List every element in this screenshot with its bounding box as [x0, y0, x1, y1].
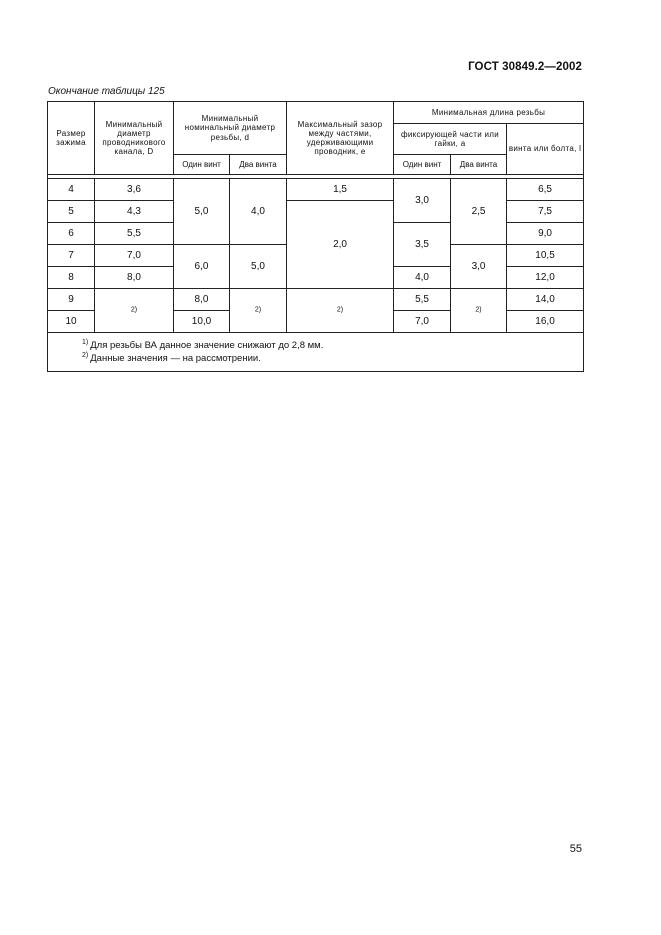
cell-size: 7	[48, 245, 95, 267]
cell-size: 5	[48, 201, 95, 223]
header-gap: Максимальный зазор между частями, удерживающими проводник, e	[287, 102, 394, 175]
header-screw-length: винта или болта, l	[507, 124, 584, 175]
cell-fix-two: 2,5	[451, 179, 507, 245]
cell-fix-two-footnote	[451, 289, 507, 333]
cell-fix-two: 3,0	[451, 245, 507, 289]
header-two-screws: Два винта	[230, 155, 287, 175]
cell-thread-diameter-one: 6,0	[174, 245, 230, 289]
cell-thread-diameter-one: 10,0	[174, 311, 230, 333]
table-caption: Окончание таблицы 125	[48, 86, 165, 97]
cell-fix-one: 4,0	[394, 267, 451, 289]
table-footnotes	[48, 333, 584, 372]
header-channel-diameter: Минимальный диаметр проводникового канала, D	[95, 102, 174, 175]
cell-thread-diameter-one: 8,0	[174, 289, 230, 311]
header-one-screw-a: Один винт	[394, 155, 451, 175]
footnote-2: $^{2)}$ Данные значения — на рассмотрении.	[82, 352, 261, 365]
cell-size: 10	[48, 311, 95, 333]
cell-channel-diameter-footnote	[95, 289, 174, 333]
cell-fix-one: 5,5	[394, 289, 451, 311]
footnote-ref: 2)	[475, 306, 482, 314]
cell-screw-length: 16,0	[507, 311, 584, 333]
footnote-ref: 2)	[130, 306, 138, 314]
cell-channel-diameter: 3,6	[95, 179, 174, 201]
cell-screw-length: 9,0	[507, 223, 584, 245]
cell-channel-diameter: 5,5	[95, 223, 174, 245]
cell-screw-length: 12,0	[507, 267, 584, 289]
header-thread-diameter: Минимальный номинальный диаметр резьбы, d	[174, 102, 287, 155]
cell-thread-diameter-two: 5,0	[230, 245, 287, 289]
cell-fix-one: 3,5	[394, 223, 451, 267]
footnote-1: $^{1)}$ Для резьбы ВА данное значение снижают до 2,8 мм.	[82, 339, 324, 352]
cell-thread-diameter-one: 5,0	[174, 179, 230, 245]
data-table	[47, 101, 584, 372]
cell-size: 6	[48, 223, 95, 245]
cell-gap: 1,5	[287, 179, 394, 201]
header-one-screw: Один винт	[174, 155, 230, 175]
cell-size: 4	[48, 179, 95, 201]
table-row	[48, 179, 584, 201]
cell-channel-diameter: 4,3	[95, 201, 174, 223]
header-size: Размер зажима	[48, 102, 95, 175]
header-fixing-part: фиксирующей части или гайки, a	[394, 124, 507, 155]
cell-size: 8	[48, 267, 95, 289]
cell-gap-footnote	[287, 289, 394, 333]
cell-screw-length: 10,5	[507, 245, 584, 267]
footnote-ref: 2)	[254, 306, 262, 314]
cell-screw-length: 14,0	[507, 289, 584, 311]
cell-thread-diameter-two-footnote	[230, 289, 287, 333]
cell-screw-length: 6,5	[507, 179, 584, 201]
cell-gap: 2,0	[287, 201, 394, 289]
cell-fix-one: 7,0	[394, 311, 451, 333]
standard-code: ГОСТ 30849.2—2002	[468, 61, 582, 73]
cell-channel-diameter: 7,0	[95, 245, 174, 267]
cell-screw-length: 7,5	[507, 201, 584, 223]
header-two-screws-a: Два винта	[451, 155, 507, 175]
cell-fix-one: 3,0	[394, 179, 451, 223]
cell-size: 9	[48, 289, 95, 311]
table-row	[48, 289, 584, 311]
page-number: 55	[569, 843, 582, 855]
cell-thread-diameter-two: 4,0	[230, 179, 287, 245]
footnote-ref: 2)	[336, 306, 344, 314]
cell-channel-diameter: 8,0	[95, 267, 174, 289]
header-thread-length: Минимальная длина резьбы	[394, 102, 584, 124]
